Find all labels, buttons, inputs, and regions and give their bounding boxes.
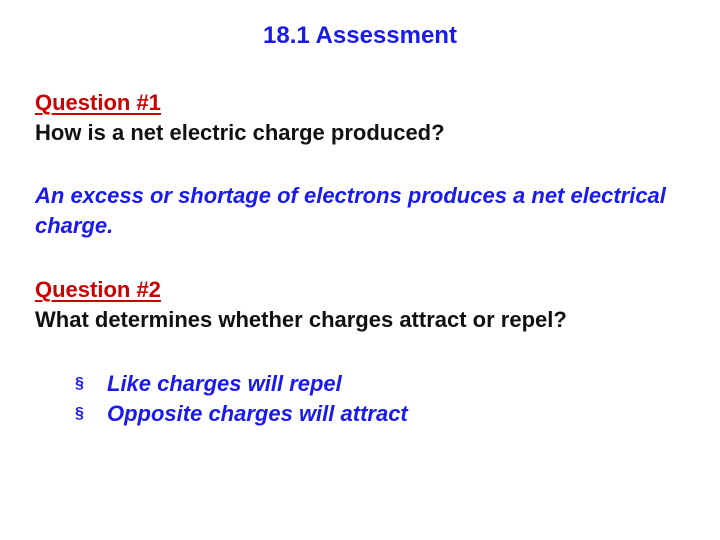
question-2-label: Question #2	[35, 277, 161, 302]
bullet-text: Opposite charges will attract	[107, 401, 408, 426]
bullet-text: Like charges will repel	[107, 371, 342, 396]
question-1-label: Question #1	[35, 90, 161, 115]
bullet-item	[75, 369, 408, 399]
bullet-icon: §	[75, 405, 84, 422]
question-1-block	[35, 88, 705, 148]
question-1-answer: An excess or shortage of electrons produces a net electrical charge.	[35, 183, 666, 238]
question-2-text: What determines whether charges attract or repel?	[35, 307, 567, 332]
answer-bullet-list	[75, 369, 408, 429]
bullet-item	[75, 399, 408, 429]
bullet-icon: §	[75, 375, 84, 392]
question-1-text: How is a net electric charge produced?	[35, 120, 445, 145]
question-2-block	[35, 275, 705, 335]
slide-title: 18.1 Assessment	[263, 22, 457, 49]
